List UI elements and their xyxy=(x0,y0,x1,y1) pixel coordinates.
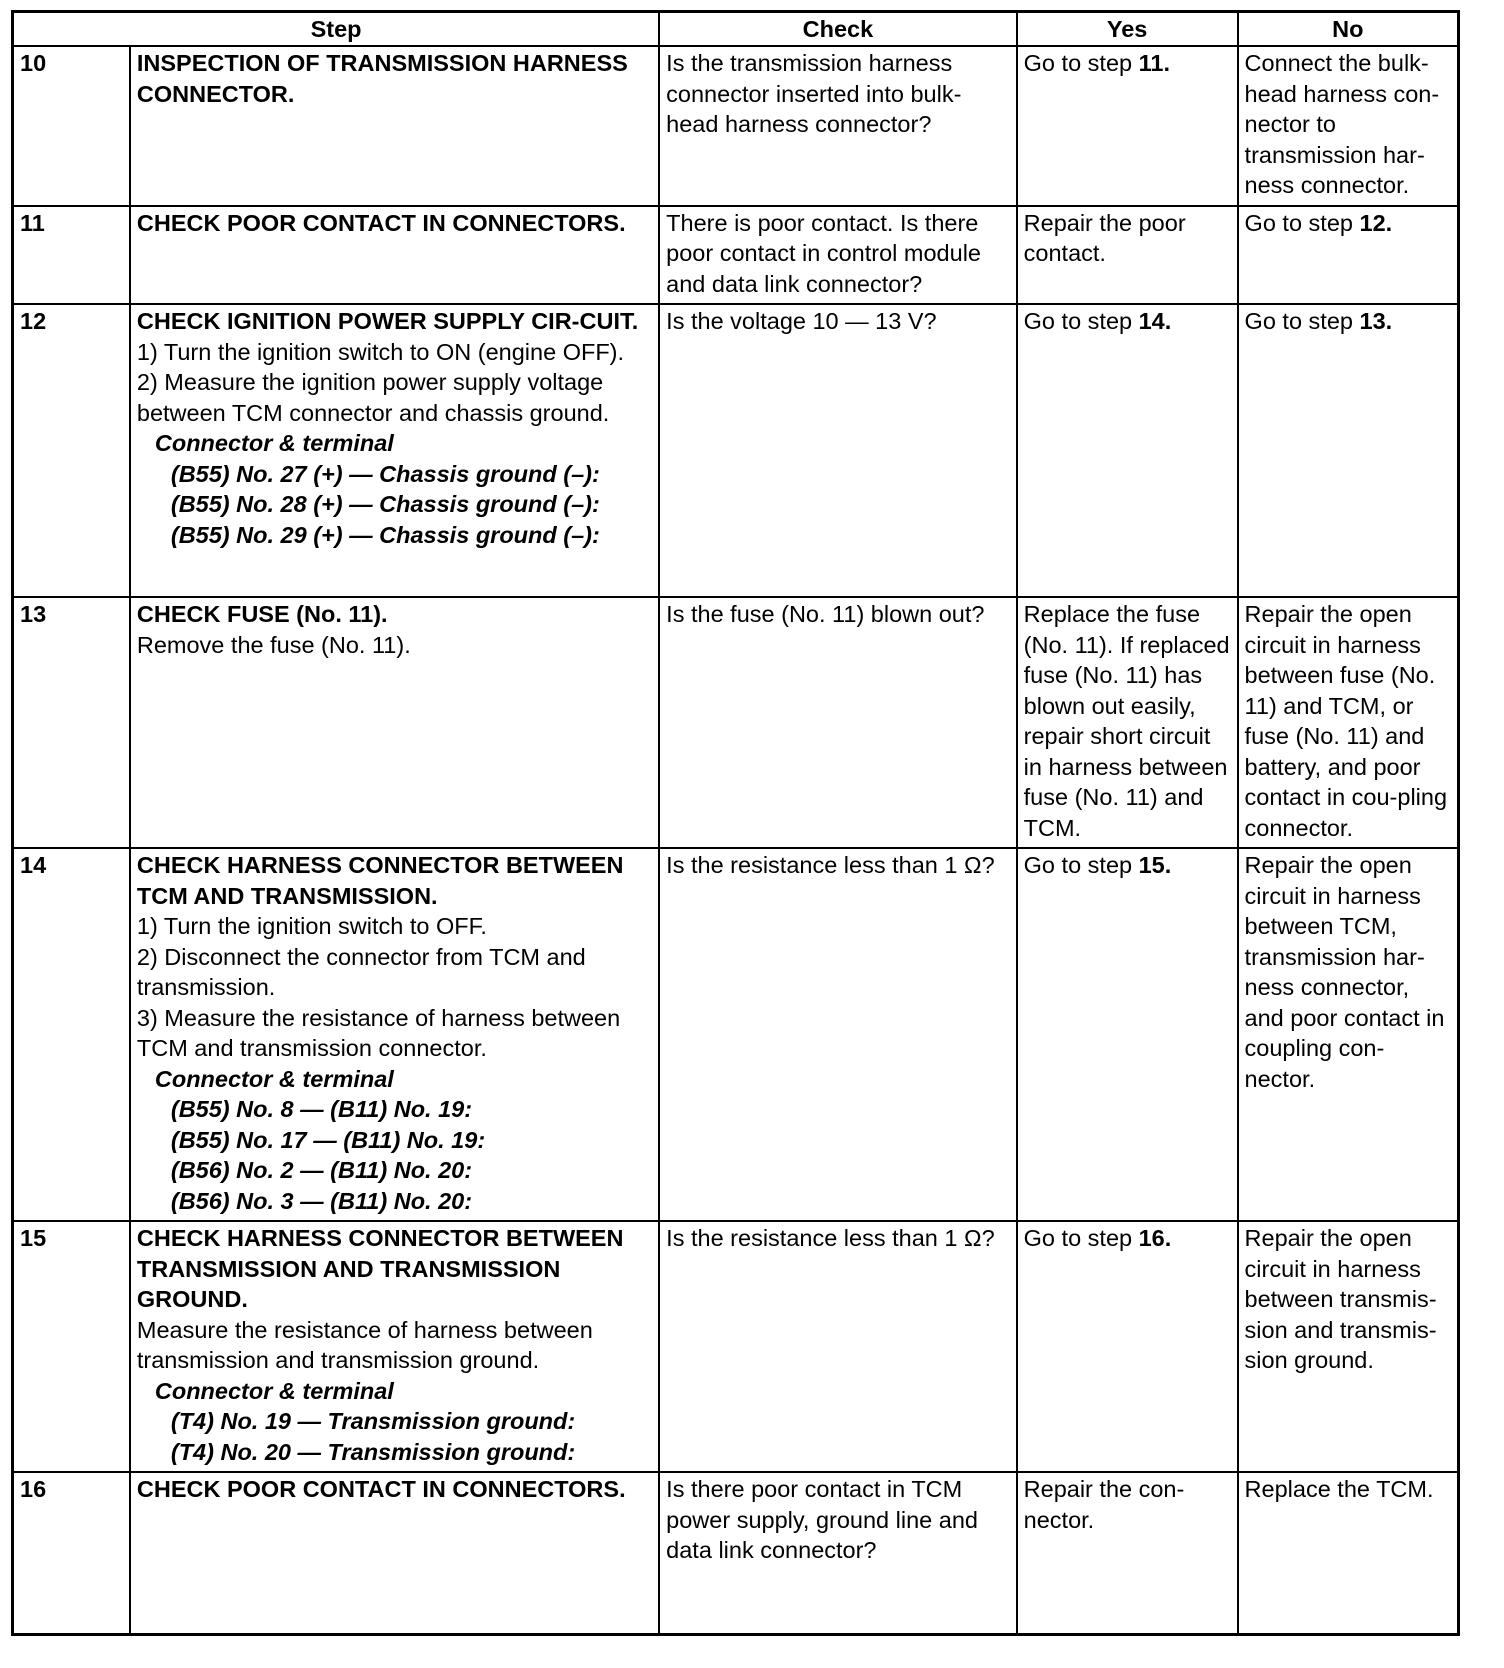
check-cell: Is the resistance less than 1 Ω? xyxy=(659,848,1016,1221)
step-number: 15 xyxy=(13,1221,130,1472)
terminal-spec: (B55) No. 27 (+) — Chassis ground (–): xyxy=(170,460,600,487)
terminal-spec: (B56) No. 3 — (B11) No. 20: xyxy=(170,1187,473,1214)
terminal-spec: (B55) No. 8 — (B11) No. 19: xyxy=(170,1096,473,1122)
terminal-spec: (B55) No. 17 — (B11) No. 19: xyxy=(170,1126,486,1153)
yes-cell xyxy=(1017,304,1238,597)
connector-terminal-label: Connector & terminal xyxy=(154,1377,394,1404)
no-cell: Repair the open circuit in harness between fuse (No. 11) and TCM, or fuse (No. 11) and battery, and poor contact in cou-pling connector. xyxy=(1238,597,1459,848)
step-title: CHECK POOR CONTACT IN CONNECTORS. xyxy=(136,209,626,236)
table-row xyxy=(13,46,1459,206)
step-instruction: 2) Measure the ignition power supply voltage between TCM connector and chassis ground. xyxy=(136,369,610,426)
header-no: No xyxy=(1238,12,1459,47)
terminal-spec: (B55) No. 28 (+) — Chassis ground (–): xyxy=(170,491,600,517)
table-row xyxy=(13,206,1459,305)
header-row xyxy=(13,12,1459,47)
yes-text: Go to step xyxy=(1023,50,1139,76)
terminal-spec: (B55) No. 29 (+) — Chassis ground (–): xyxy=(170,521,600,548)
step-instruction: 3) Measure the resistance of harness between TCM and transmission connector. xyxy=(136,1004,621,1061)
step-cell xyxy=(130,597,659,848)
step-instruction: Measure the resistance of harness between transmission and transmission ground. xyxy=(136,1316,593,1373)
yes-step-ref: 14. xyxy=(1138,308,1172,334)
yes-cell: Replace the fuse (No. 11). If replaced fuse (No. 11) has blown out easily, repair short circuit in harness between fuse (No. 11) and TCM. xyxy=(1017,597,1238,848)
header-check: Check xyxy=(659,12,1016,47)
check-cell: Is the resistance less than 1 Ω? xyxy=(659,1221,1016,1472)
no-step-ref: 12. xyxy=(1359,209,1393,236)
yes-text: Go to step xyxy=(1023,852,1139,878)
step-title: CHECK HARNESS CONNECTOR BETWEEN TCM AND TRANSMISSION. xyxy=(136,852,624,909)
step-number: 13 xyxy=(13,597,130,848)
check-cell: Is the transmission harness connector inserted into bulk-head harness connector? xyxy=(659,46,1016,206)
step-cell xyxy=(130,848,659,1221)
no-cell: Repair the open circuit in harness between TCM, transmission har-ness connector, and poor contact in coupling con-nector. xyxy=(1238,848,1459,1221)
step-title: CHECK IGNITION POWER SUPPLY CIR-CUIT. xyxy=(136,308,639,334)
step-title: CHECK FUSE (No. 11). xyxy=(136,601,388,627)
yes-cell xyxy=(1017,848,1238,1221)
connector-terminal-label: Connector & terminal xyxy=(154,430,394,456)
no-cell xyxy=(1238,206,1459,305)
check-cell: Is there poor contact in TCM power supply, ground line and data link connector? xyxy=(659,1472,1016,1634)
yes-step-ref: 16. xyxy=(1138,1225,1172,1251)
step-cell xyxy=(130,46,659,206)
table-row xyxy=(13,304,1459,597)
step-number: 11 xyxy=(13,206,130,305)
table-row xyxy=(13,1472,1459,1634)
step-number: 12 xyxy=(13,304,130,597)
step-cell xyxy=(130,1472,659,1634)
step-number: 10 xyxy=(13,46,130,206)
no-cell: Repair the open circuit in harness between transmis-sion and transmis-sion ground. xyxy=(1238,1221,1459,1472)
no-text: Go to step xyxy=(1244,308,1360,334)
no-text: Go to step xyxy=(1244,209,1360,236)
step-title: CHECK HARNESS CONNECTOR BETWEEN TRANSMISSION AND TRANSMISSION GROUND. xyxy=(136,1225,624,1312)
no-step-ref: 13. xyxy=(1359,308,1393,334)
step-instruction: 2) Disconnect the connector from TCM and transmission. xyxy=(136,943,586,1000)
diagnostic-table xyxy=(11,10,1460,1636)
table-row xyxy=(13,1221,1459,1472)
check-cell: Is the fuse (No. 11) blown out? xyxy=(659,597,1016,848)
yes-cell xyxy=(1017,1221,1238,1472)
step-cell xyxy=(130,206,659,305)
check-cell: There is poor contact. Is there poor contact in control module and data link connector? xyxy=(659,206,1016,305)
no-cell xyxy=(1238,304,1459,597)
terminal-spec: (T4) No. 20 — Transmission ground: xyxy=(170,1438,576,1465)
table-row xyxy=(13,597,1459,848)
no-cell: Replace the TCM. xyxy=(1238,1472,1459,1634)
terminal-spec: (B56) No. 2 — (B11) No. 20: xyxy=(170,1157,473,1183)
step-number: 16 xyxy=(13,1472,130,1634)
step-number: 14 xyxy=(13,848,130,1221)
yes-text: Go to step xyxy=(1023,308,1139,334)
step-instruction: 1) Turn the ignition switch to OFF. xyxy=(136,913,487,939)
yes-cell: Repair the con-nector. xyxy=(1017,1472,1238,1634)
header-step: Step xyxy=(13,12,660,47)
yes-step-ref: 11. xyxy=(1138,50,1170,76)
step-title: CHECK POOR CONTACT IN CONNECTORS. xyxy=(136,1476,626,1502)
connector-terminal-label: Connector & terminal xyxy=(154,1065,394,1092)
yes-text: Go to step xyxy=(1023,1225,1139,1251)
step-cell xyxy=(130,1221,659,1472)
terminal-spec: (T4) No. 19 — Transmission ground: xyxy=(170,1408,576,1434)
yes-cell xyxy=(1017,46,1238,206)
yes-step-ref: 15. xyxy=(1138,852,1172,878)
step-cell xyxy=(130,304,659,597)
yes-cell: Repair the poor contact. xyxy=(1017,206,1238,305)
header-yes: Yes xyxy=(1017,12,1238,47)
check-cell: Is the voltage 10 — 13 V? xyxy=(659,304,1016,597)
table-row xyxy=(13,848,1459,1221)
step-title: INSPECTION OF TRANSMISSION HARNESS CONNECTOR. xyxy=(136,50,628,107)
step-instruction: 1) Turn the ignition switch to ON (engine OFF). xyxy=(136,338,625,365)
step-instruction: Remove the fuse (No. 11). xyxy=(136,631,411,658)
no-cell: Connect the bulk-head harness con-nector to transmission har-ness connector. xyxy=(1238,46,1459,206)
